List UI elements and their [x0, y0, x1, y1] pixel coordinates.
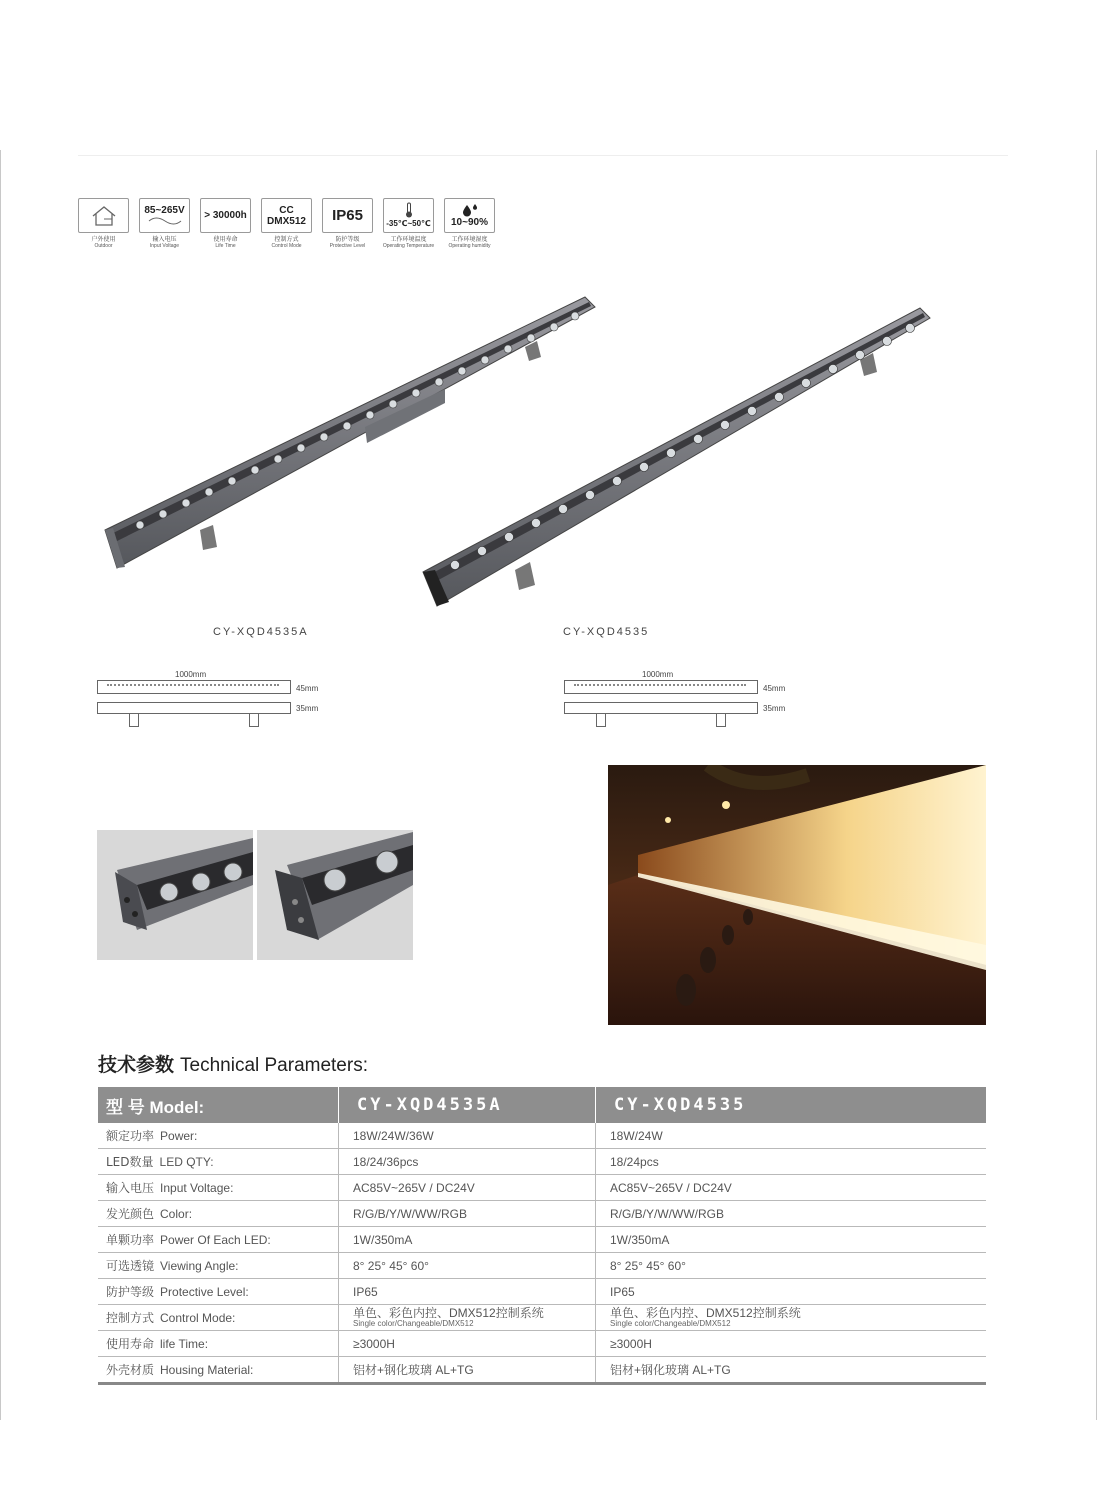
- dimension-drawing-b: 1000mm 45mm 35mm: [562, 670, 802, 730]
- page-right-border: [1096, 150, 1097, 1420]
- table-row: LED数量 LED QTY: 18/24/36pcs 18/24pcs: [98, 1149, 986, 1175]
- product-detail-photo-1: [97, 830, 253, 960]
- table-header-row: [98, 1087, 986, 1123]
- house-icon: [90, 204, 118, 228]
- page-left-border: [0, 150, 1, 1420]
- technical-parameters-table: [98, 1087, 986, 1385]
- table-row: 使用寿命 life Time: ≥3000H ≥3000H: [98, 1331, 986, 1357]
- droplet-icon: [460, 203, 480, 217]
- table-row: 发光颜色 Color: R/G/B/Y/W/WW/RGB R/G/B/Y/W/WW/RGB: [98, 1201, 986, 1227]
- header-model-b: CY-XQD4535: [596, 1087, 987, 1123]
- dimension-drawing-a: 1000mm 45mm 35mm: [95, 670, 335, 730]
- product-image-cy-xqd4535: [415, 300, 940, 615]
- table-row: 可选透镜 Viewing Angle: 8° 25° 45° 60° 8° 25° 45° 60°: [98, 1253, 986, 1279]
- feature-operating-humidity: 10~90% 工作环境湿度 Operating humidity: [443, 198, 496, 249]
- feature-life-time: > 30000h 使用寿命 Life Time: [199, 198, 252, 249]
- product-model-label-b: CY-XQD4535: [563, 626, 650, 638]
- feature-control-mode: CC DMX512 控制方式 Control Mode: [260, 198, 313, 249]
- thermometer-icon: [405, 202, 413, 218]
- top-divider: [78, 155, 1008, 156]
- table-row: 输入电压 Input Voltage: AC85V~265V / DC24V AC85V~265V / DC24V: [98, 1175, 986, 1201]
- technical-parameters-title: 技术参数 Technical Parameters:: [98, 1054, 368, 1076]
- application-scene-photo: [608, 765, 986, 1025]
- header-model-label: 型 号 Model:: [98, 1087, 339, 1123]
- header-model-a: CY-XQD4535A: [339, 1087, 596, 1123]
- feature-operating-temperature: -35℃~50℃ 工作环境温度 Operating Temperature: [382, 198, 435, 249]
- table-row: 额定功率 Power: 18W/24W/36W 18W/24W: [98, 1123, 986, 1149]
- feature-input-voltage: 85~265V 输入电压 Input Voltage: [138, 198, 191, 249]
- product-detail-photo-2: [257, 830, 413, 960]
- table-row: 控制方式 Control Mode: 单色、彩色内控、DMX512控制系统 Single color/Changeable/DMX512 单色、彩色内控、DMX512控制系统 Single color/Changeable/DMX512: [98, 1305, 986, 1331]
- table-row: 单颗功率 Power Of Each LED: 1W/350mA 1W/350mA: [98, 1227, 986, 1253]
- table-row: 防护等级 Protective Level: IP65 IP65: [98, 1279, 986, 1305]
- table-row: 外壳材质 Housing Material: 铝材+钢化玻璃 AL+TG 铝材+钢化玻璃 AL+TG: [98, 1357, 986, 1384]
- product-model-label-a: CY-XQD4535A: [213, 626, 309, 638]
- feature-protective-level: IP65 防护等级 Protective Level: [321, 198, 374, 249]
- feature-icon-row: [77, 198, 496, 249]
- wave-icon: [147, 216, 183, 226]
- feature-outdoor: 户外使用 Outdoor: [77, 198, 130, 249]
